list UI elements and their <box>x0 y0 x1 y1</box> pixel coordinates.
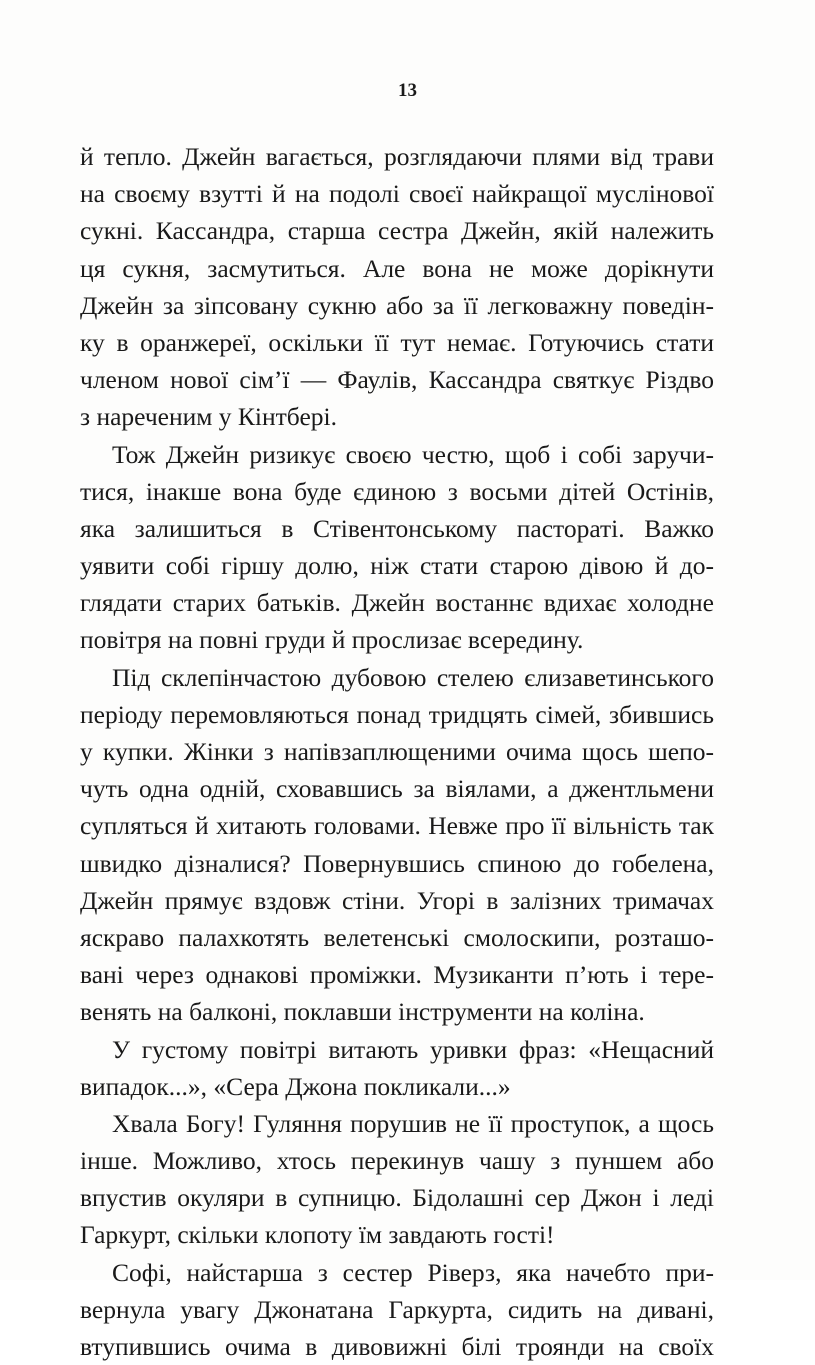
text-line: уявити собі гіршу долю, ніж стати старою дівою й до- <box>80 551 714 581</box>
text-line: глядати старих батьків. Джейн востаннє вдихає холодне <box>80 588 714 618</box>
text-line: Хвала Богу! Гуляння порушив не її проступок, а щось <box>112 1108 714 1138</box>
text-line: швидко дізналися? Повернувшись спиною до гобелена, <box>80 848 714 878</box>
text-line: супляться й хитають головами. Невже про її вільність так <box>80 811 714 841</box>
text-line: венять на балконі, поклавши інструменти на коліна. <box>80 997 645 1027</box>
text-line: й тепло. Джейн вагається, розглядаючи плями від трави <box>80 142 714 171</box>
text-line: Гаркурт, скільки клопоту їм завдають гості! <box>80 1220 555 1250</box>
text-line: на своєму взутті й на подолі своєї найкращої муслінової <box>80 179 714 209</box>
text-line: У густому повітрі витають уривки фраз: «Нещасний <box>112 1034 714 1064</box>
text-line: яка залишиться в Стівентонському пастораті. Важко <box>80 513 714 543</box>
text-line: тися, інакше вона буде єдиною з восьми дітей Остінів, <box>80 476 714 506</box>
text-line: Софі, найстарша з сестер Ріверз, яка начебто при- <box>112 1257 714 1287</box>
body-text <box>80 138 714 1365</box>
text-line: періоду перемовляються понад тридцять сімей, збившись <box>80 699 714 729</box>
text-line: повітря на повні груди й прослизає всередину. <box>80 625 584 655</box>
page-number: 13 <box>398 80 417 101</box>
paragraph <box>80 1254 714 1365</box>
text-line: у купки. Жінки з напівзаплющеними очима щось шепо- <box>80 737 714 766</box>
text-line: інше. Можливо, хтось перекинув чашу з пуншем або <box>80 1146 714 1176</box>
text-line: Під склепінчастою дубовою стелею єлизаветинського <box>112 662 714 692</box>
paragraph <box>80 436 714 659</box>
text-line: членом нової сім’ї — Фаулів, Кассандра святкує Різдво <box>80 365 714 395</box>
text-line: впустив окуляри в супницю. Бідолашні сер Джон і леді <box>80 1183 714 1213</box>
paragraph <box>80 1105 714 1254</box>
text-line: втупившись очима в дивовижні білі троянди на своїх <box>80 1332 714 1361</box>
text-line: Джейн прямує вздовж стіни. Угорі в залізних тримачах <box>80 885 714 915</box>
text-line: Джейн за зіпсовану сукню або за її легковажну поведін- <box>80 290 714 320</box>
paragraph <box>80 1031 714 1105</box>
paragraph <box>80 659 714 1031</box>
text-line: ця сукня, засмутиться. Але вона не може дорікнути <box>80 253 714 283</box>
paragraph <box>80 138 714 436</box>
text-line: чуть одна одній, сховавшись за віялами, а джентльмени <box>80 774 714 804</box>
text-line: сукні. Кассандра, старша сестра Джейн, якій належить <box>80 216 714 246</box>
text-line: вані через однакові проміжки. Музиканти п’ють і тере- <box>80 960 714 990</box>
text-line: випадок...», «Сера Джона покликали...» <box>80 1071 511 1101</box>
text-line: ку в оранжереї, оскільки її тут немає. Готуючись стати <box>80 327 714 357</box>
text-line: яскраво палахкотять велетенські смолоскипи, розташо- <box>80 922 714 952</box>
text-line: вернула увагу Джонатана Гаркурта, сидить на дивані, <box>80 1294 714 1324</box>
text-line: з нареченим у Кінтбері. <box>80 402 337 432</box>
text-line: Тож Джейн ризикує своєю честю, щоб і собі заручи- <box>112 439 714 469</box>
